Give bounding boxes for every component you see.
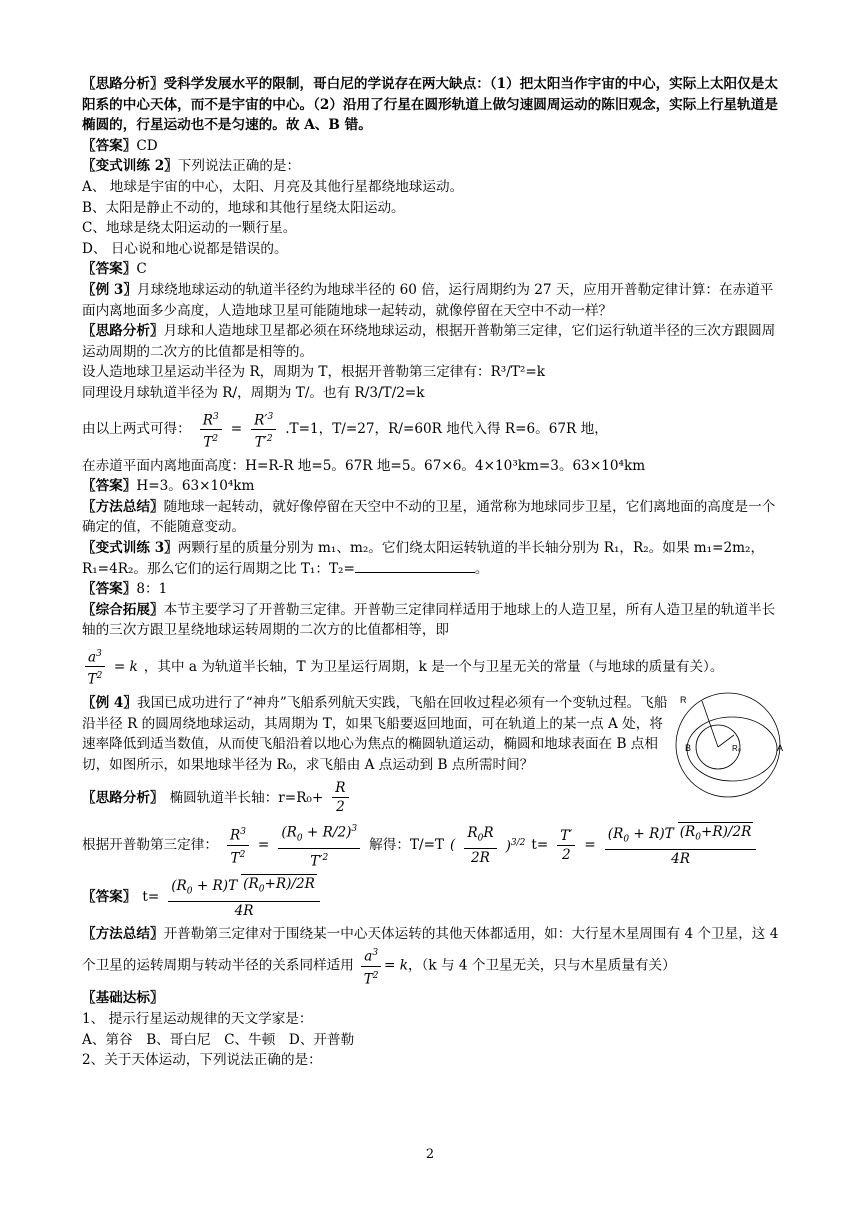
example-4 [82, 693, 672, 775]
answer-blank [355, 560, 475, 573]
example-text: 月球绕地球运动的轨道半径约为地球半径的 60 倍，运行周期约为 27 天，应用开普勒定律计算：在赤道平面内离地面多少高度，人造地球卫星可能随地球一起转动，就像停留在天空中不动一样？ [82, 281, 774, 319]
fraction-a3-t2-b: $\frac{a^3}{T^2}$ [361, 944, 381, 988]
page-number: 2 [425, 1147, 435, 1162]
option-d: D、 日心说和地心说都是错误的。 [82, 240, 288, 257]
sentence-end: 。 [474, 560, 489, 577]
kepler-lead-text: 根据开普勒第三定律： [82, 836, 218, 853]
example-tag: 〖例 3〗 [82, 281, 137, 298]
option-c: C、地球是绕太阳运动的一颗行星。 [82, 220, 297, 237]
analysis-3 [82, 321, 782, 362]
fraction-r-prime-3-t-prime-2: $\frac{R'^3}{T'^2}$ [251, 408, 276, 452]
analysis-tag: 〖思路分析〗 [82, 323, 164, 340]
answer-tag: 〖答案〗 [82, 478, 137, 495]
solve-text: 解得：T/=T [369, 836, 445, 853]
extension-tag: 〖综合拓展〗 [82, 601, 164, 618]
answer-value: CD [136, 137, 158, 154]
fraction-semi-axis-cubed: $\frac{(R_0 + R/2)^3}{T'^2}$ [278, 820, 360, 870]
extension [82, 600, 782, 641]
fraction-r3-t2-b: $\frac{R^3}{T^2}$ [227, 823, 249, 867]
summary-text-2: ，（k 与 4 个卫星无关，只与木星质量有关） [408, 957, 676, 974]
variant-tag: 〖变式训练 3〗 [82, 539, 178, 556]
question-2: 2、关于天体运动，下列说法正确的是： [82, 1052, 322, 1069]
answer-4 [82, 579, 782, 600]
extension-text: 本节主要学习了开普勒三定律。开普勒三定律同样适用于地球上的人造卫星，所有人造卫星的轨道半长轴的三次方跟卫星绕地球运转周期的二次方的比值都相等，即 [82, 601, 776, 639]
question-1: 1、 提示行星运动规律的天文学家是： [82, 1010, 313, 1027]
variant-text: 两颗行星的质量分别为 m₁、m₂。它们绕太阳运转轨道的半长轴分别为 R₁，R₂。如果 m₁=2m₂，R₁=4R₂。那么它们的运行周期之比 T₁：T₂= [82, 539, 765, 577]
fraction-r0r-over-2r: $\frac{R_0R}{2R}$ [464, 824, 496, 867]
analysis-3-line-1: 设人造地球卫星运动半径为 R，周期为 T，根据开普勒第三定律有：R³/T²=k [82, 364, 545, 381]
extension-text-2: ，其中 a 为轨道半长轴，T 为卫星运行周期，k 是一个与卫星无关的常量（与地球的质量有关）。 [143, 658, 724, 675]
option-a: A、 地球是宇宙的中心，太阳、月亮及其他行星都绕地球运动。 [82, 178, 464, 195]
answer-tag: 〖答案〗 [82, 137, 137, 154]
answer-tag: 〖答案〗 [82, 581, 137, 598]
analysis-3-line-2: 同理设月球轨道半径为 R/，周期为 T/。也有 R/3/T/2=k [82, 384, 425, 401]
label-r0: R₀ [732, 743, 742, 753]
answer-tag: 〖答案〗 [82, 261, 137, 278]
extension-formula-row: $\frac{a^3}{T^2}$ = k ，其中 a 为轨道半长轴，T 为卫星运行周期，k 是一个与卫星无关的常量（与地球的质量有关）。 [82, 645, 782, 689]
method-summary-4: 〖方法总结〗开普勒第三定律对于围绕某一中心天体运转的其他天体都适用，如：大行星木星周围有 4 个卫星，这 4 个卫星的运转周期与转动半径的关系同样适用 $\frac{a^3}{T^2}$ = k，（k 与 4 个卫星无关，只与木星质量有关） [82, 925, 779, 988]
answer-value: t= [142, 888, 160, 905]
variant-tag: 〖变式训练 2〗 [82, 158, 178, 175]
method-summary-3 [82, 497, 782, 538]
answer-3 [82, 476, 782, 497]
label-r: R [680, 694, 687, 705]
answer-1 [82, 136, 782, 157]
answer-5-row [82, 874, 782, 920]
analysis-3-formula-row: 由以上两式可得： $\frac{R^3}{T^2}$ = $\frac{R'^3}{T'^2}$ .T=1，T/=27，R/=60R 地代入得 R=6。67R 地， [82, 408, 782, 452]
summary-text: 开普勒第三定律对于围绕某一中心天体运转的其他天体都适用，如：大行星木星周围有 4 个卫星，这 4 个卫星的运转周期与转动半径的关系同样适用 [82, 925, 779, 974]
fraction-r3-t2: $\frac{R^3}{T^2}$ [200, 408, 222, 452]
example-tag: 〖例 4〗 [82, 694, 137, 711]
question-1-options: A、第谷 B、哥白尼 C、牛顿 D、开普勒 [82, 1031, 355, 1048]
formula-tail-text: .T=1，T/=27，R/=60R 地代入得 R=6。67R 地， [285, 421, 608, 438]
analysis-text-1: 〖思路分析〗受科学发展水平的限制，哥白尼的学说存在两大缺点：（1）把太阳当作宇宙的中心，实际上太阳仅是太阳系的中心天体，而不是宇宙的中心。（2）沿用了行星在圆形轨道上做匀速圆周运动的陈旧观念，实际上行星轨道是椭圆的，行星运动也不是匀速的。故 A、B 错。 [82, 76, 778, 134]
circular-orbit [676, 693, 780, 797]
fraction-t-prime-over-2: $\frac{T'}{2}$ [557, 827, 575, 864]
answer-value: C [136, 261, 147, 278]
option-b: B、太阳是静止不动的，地球和其他行星绕太阳运动。 [82, 199, 405, 216]
answer-2 [82, 259, 782, 280]
basic-section-heading: 〖基础达标〗 [82, 990, 164, 1007]
analysis-4-kepler-row: 根据开普勒第三定律： $\frac{R^3}{T^2}$ = $\frac{(R_0 + R/2)^3}{T'^2}$ 解得：T/=T ( $\frac{R_0R}{2R}$ )$^{3/2}$ t= $\frac{T'}{2}$ = $\frac{(R_0 + R)T (R_0+R)/2R}{4R}$ [82, 820, 782, 870]
variant-3-question [82, 538, 782, 579]
fraction-answer: $\frac{(R_0 + R)T (R_0+R)/2R}{4R}$ [168, 874, 320, 920]
orbit-diagram [672, 689, 784, 801]
summary-tag: 〖方法总结〗 [82, 925, 164, 942]
variant-text: 下列说法正确的是： [177, 158, 301, 175]
summary-text: 随地球一起转动，就好像停留在天空中不动的卫星，通常称为地球同步卫星，它们离地面的高度是一个确定的值，不能随意变动。 [82, 498, 776, 536]
document-body [82, 74, 782, 1071]
fraction-a3-t2: $\frac{a^3}{T^2}$ [85, 645, 105, 689]
variant-2-question [82, 156, 782, 177]
analysis-tag: 〖思路分析〗 [82, 789, 164, 806]
answer-value: 8：1 [136, 581, 168, 598]
label-a: A [777, 742, 784, 753]
formula-lead-text: 由以上两式可得： [82, 421, 191, 438]
example-text: 我国已成功进行了“神舟”飞船系列航天实践，飞船在回收过程必须有一个变轨过程。飞船沿半径 R 的圆周绕地球运动，其周期为 T，如果飞船要返回地面，可在轨道上的某一点 A 处，将速率降低到适当数值，从而使飞船沿着以地心为焦点的椭圆轨道运动，椭圆和地球表面在 B 点相切，如图所示，如果地球半径为 R₀，求飞船由 A 点运动到 B 点所需时间？ [82, 694, 668, 773]
analysis-paragraph-1 [82, 74, 782, 136]
fraction-time-result: $\frac{(R_0 + R)T (R_0+R)/2R}{4R}$ [605, 822, 757, 868]
answer-tag: 〖答案〗 [82, 888, 137, 905]
analysis-3-line-4: 在赤道平面内离地面高度：H=R-R 地=5。67R 地=5。67×6。4×10³km=3。63×10⁴km [82, 457, 646, 474]
example-4-block [82, 693, 782, 775]
fraction-r-over-2: $\frac{R}{2}$ [332, 779, 348, 816]
example-3 [82, 280, 782, 321]
analysis-text: 椭圆轨道半长轴：r=R₀+ [169, 789, 324, 806]
t-equals: t= [531, 836, 549, 853]
answer-value: H=3。63×10⁴km [136, 478, 255, 495]
summary-tag: 〖方法总结〗 [82, 498, 164, 515]
analysis-text: 月球和人造地球卫星都必须在环绕地球运动，根据开普勒第三定律，它们运行轨道半径的三次方跟圆周运动周期的二次方的比值都是相等的。 [82, 323, 776, 360]
label-b: B [685, 742, 692, 753]
